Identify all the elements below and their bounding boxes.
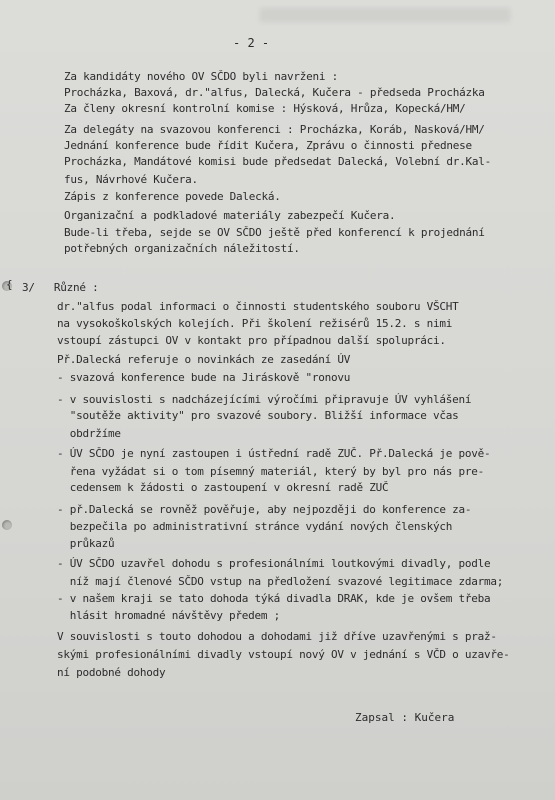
text-line: - ÚV SČDO je nyní zastoupen i ústřední radě ZUČ. Př.Dalecká je pově- bbox=[57, 447, 491, 460]
text-line: Za kandidáty nového OV SČDO byli navrženi : bbox=[64, 70, 339, 83]
text-line: fus, Návrhové Kučera. bbox=[64, 173, 198, 186]
section-heading: 3/ Různé : bbox=[22, 281, 99, 294]
text-line: - ÚV SČDO uzavřel dohodu s profesionálními loutkovými divadly, podle bbox=[57, 557, 491, 570]
text-line: Procházka, Baxová, dr."alfus, Dalecká, Kučera - předseda Procházka bbox=[64, 86, 485, 99]
text-line: Organizační a podkladové materiály zabezpečí Kučera. bbox=[64, 209, 396, 222]
text-line: Za členy okresní kontrolní komise : Hýsková, Hrůza, Kopecká/HM/ bbox=[64, 102, 466, 115]
text-line: Za delegáty na svazovou konferenci : Procházka, Koráb, Nasková/HM/ bbox=[64, 123, 485, 136]
text-line: řena vyžádat si o tom písemný materiál, který by byl pro nás pre- bbox=[57, 465, 484, 478]
text-line: průkazů bbox=[57, 537, 115, 550]
text-line: Procházka, Mandátové komisi bude předsedat Dalecká, Volební dr.Kal- bbox=[64, 155, 491, 168]
text-line: "soutěže aktivity" pro svazové soubory. Bližší informace včas bbox=[57, 409, 459, 422]
page-number: - 2 - bbox=[233, 36, 270, 50]
bleed-through-text bbox=[260, 8, 510, 22]
text-line: bezpečila po administrativní stránce vydání nových členských bbox=[57, 520, 453, 533]
text-line: vstoupí zástupci OV v kontakt pro případnou další spolupráci. bbox=[57, 334, 446, 347]
text-line: hlásit hromadné návštěvy předem ; bbox=[57, 609, 281, 622]
text-line: dr."alfus podal informaci o činnosti studentského souboru VŠCHT bbox=[57, 300, 459, 313]
text-line: ní podobné dohody bbox=[57, 666, 166, 679]
text-line: Př.Dalecká referuje o novinkách ze zasedání ÚV bbox=[57, 353, 351, 366]
text-line: - v souvislosti s nadcházejícími výročími připravuje ÚV vyhlášení bbox=[57, 393, 472, 406]
punch-hole bbox=[2, 520, 12, 530]
text-line: níž mají členové SČDO vstup na předložení svazové legitimace zdarma; bbox=[57, 575, 504, 588]
text-line: potřebných organizačních náležitostí. bbox=[64, 242, 300, 255]
text-line: Zápis z konference povede Dalecká. bbox=[64, 190, 281, 203]
text-line: - př.Dalecká se rovněž pověřuje, aby nejpozději do konference za- bbox=[57, 503, 472, 516]
text-line: - svazová konference bude na Jiráskově "ronovu bbox=[57, 371, 351, 384]
text-line: V souvislosti s touto dohodou a dohodami již dříve uzavřenými s praž- bbox=[57, 630, 497, 643]
text-line: - v našem kraji se tato dohoda týká divadla DRAK, kde je ovšem třeba bbox=[57, 592, 491, 605]
margin-marker: { bbox=[6, 278, 13, 291]
text-line: skými profesionálními divadly vstoupí nový OV v jednání s VČD o uzavře- bbox=[57, 648, 510, 661]
text-line: Jednání konference bude řídit Kučera, Zprávu o činnosti přednese bbox=[64, 139, 472, 152]
text-line: obdržíme bbox=[57, 427, 121, 440]
signature-line: Zapsal : Kučera bbox=[355, 711, 455, 724]
text-line: na vysokoškolských kolejích. Při školení režisérů 15.2. s nimi bbox=[57, 317, 453, 330]
text-line: cedensem k žádosti o zastoupení v okresní radě ZUČ bbox=[57, 481, 389, 494]
text-line: Bude-li třeba, sejde se OV SČDO ještě před konferencí k projednání bbox=[64, 226, 485, 239]
